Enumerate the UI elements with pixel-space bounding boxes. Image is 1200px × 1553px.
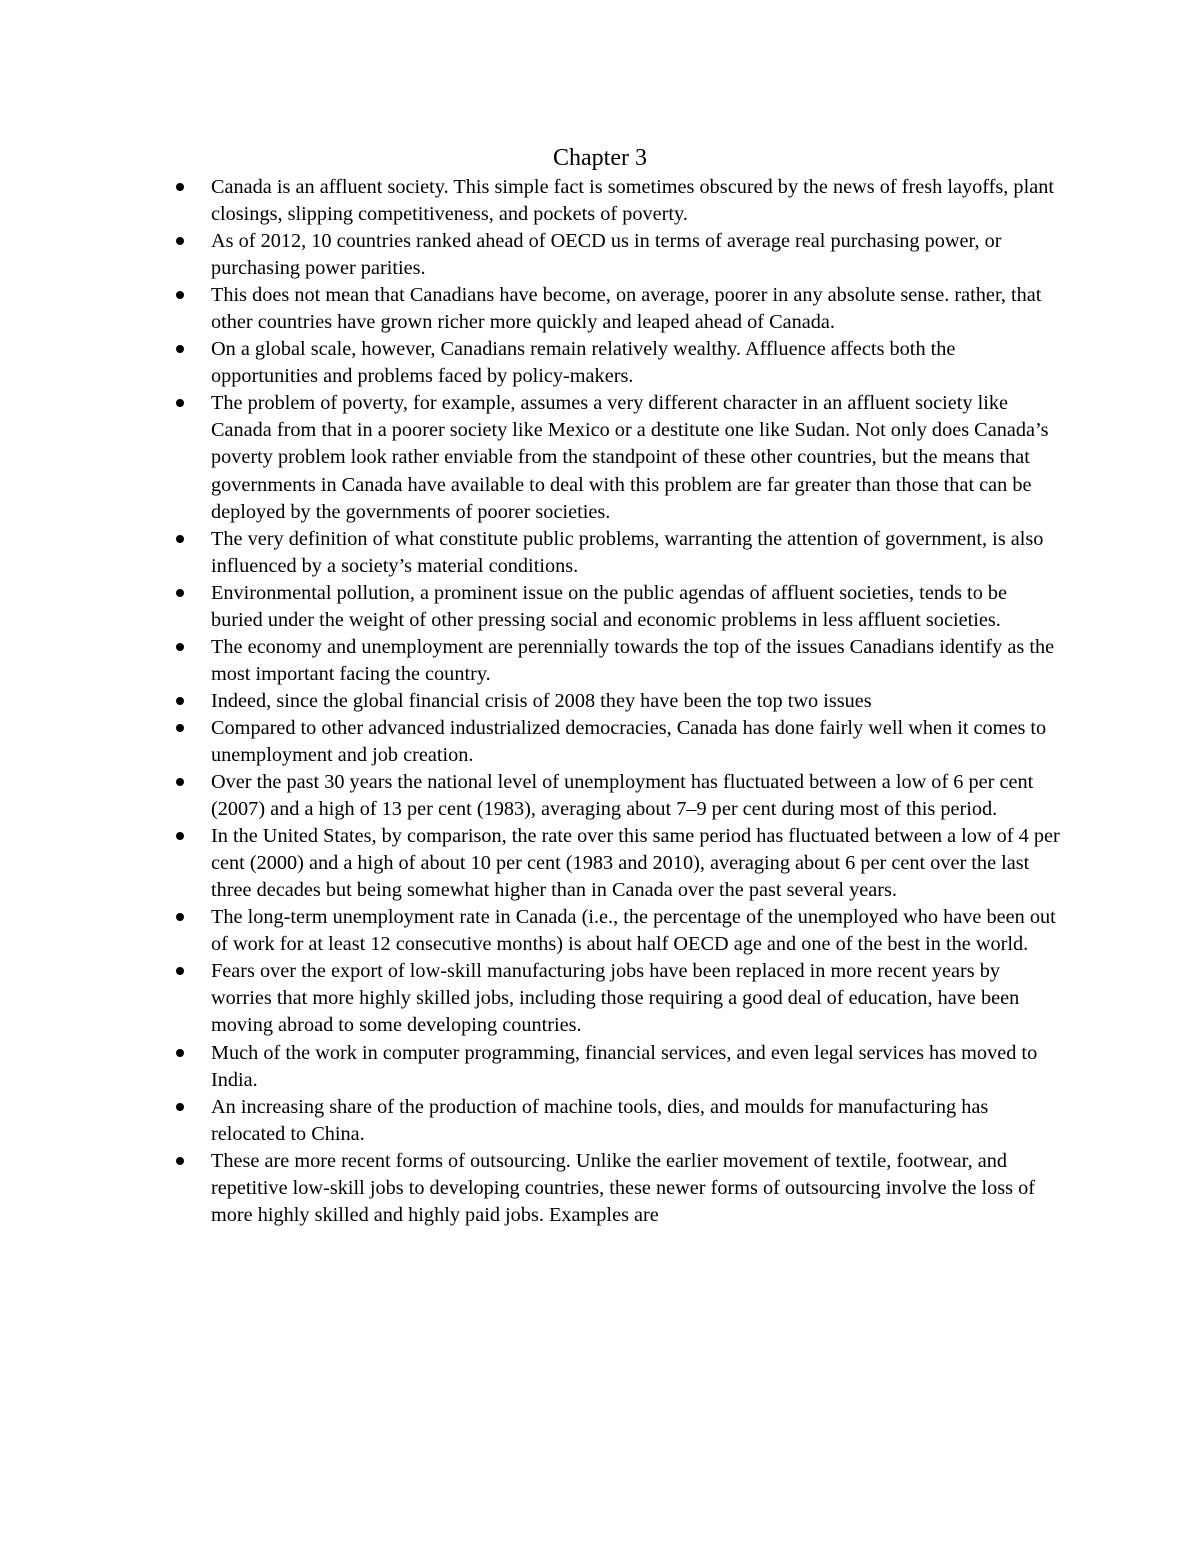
bullet-text: On a global scale, however, Canadians remain relatively wealthy. Affluence affects both the opportunities and problems faced by policy-makers. [211,338,956,388]
bullet-dot-icon [176,399,184,407]
bullet-dot-icon [176,913,184,921]
bullet-item [170,823,1060,904]
bullet-item [170,904,1060,958]
bullet-dot-icon [176,697,184,705]
bullet-text: Fears over the export of low-skill manufacturing jobs have been replaced in more recent years by worries that more highly skilled jobs, including those requiring a good deal of education, have been moving abroad to some developing countries. [211,960,1020,1037]
bullet-item [170,174,1060,228]
bullet-text: The long-term unemployment rate in Canada (i.e., the percentage of the unemployed who have been out of work for at least 12 consecutive months) is about half OECD age and one of the best in the world. [211,906,1056,956]
bullet-item [170,526,1060,580]
bullet-text: This does not mean that Canadians have become, on average, poorer in any absolute sense. rather, that other countries have grown richer more quickly and leaped ahead of Canada. [211,284,1042,334]
bullet-item [170,282,1060,336]
bullet-item [170,580,1060,634]
bullet-dot-icon [176,183,184,191]
bullet-item [170,634,1060,688]
bullet-text: Environmental pollution, a prominent issue on the public agendas of affluent societies, tends to be buried under the weight of other pressing social and economic problems in less affluent societies. [211,581,1008,631]
bullet-item [170,1040,1060,1094]
bullet-dot-icon [176,967,184,975]
bullet-item [170,715,1060,769]
bullet-text: These are more recent forms of outsourcing. Unlike the earlier movement of textile, footwear, and repetitive low-skill jobs to developing countries, these newer forms of outsourcing involve the loss of more highly skilled and highly paid jobs. Examples are [211,1149,1036,1226]
bullet-dot-icon [176,345,184,353]
bullet-item [170,1094,1060,1148]
bullet-item [170,1148,1060,1229]
bullet-dot-icon [176,778,184,786]
bullet-dot-icon [176,237,184,245]
bullet-dot-icon [176,643,184,651]
bullet-item [170,769,1060,823]
bullet-dot-icon [176,1103,184,1111]
bullet-list [170,174,1060,1229]
bullet-dot-icon [176,724,184,732]
bullet-text: The economy and unemployment are perennially towards the top of the issues Canadians identify as the most important facing the country. [211,635,1055,685]
bullet-text: The problem of poverty, for example, assumes a very different character in an affluent society like Canada from that in a poorer society like Mexico or a destitute one like Sudan. Not only does Canada’s poverty problem look rather enviable from the standpoint of these other countries, but the means that governments in Canada have available to deal with this problem are far greater than those that can be deployed by the governments of poorer societies. [211,392,1049,523]
bullet-dot-icon [176,832,184,840]
bullet-item [170,390,1060,525]
bullet-text: Much of the work in computer programming, financial services, and even legal services has moved to India. [211,1041,1038,1091]
bullet-item [170,336,1060,390]
bullet-text: Over the past 30 years the national level of unemployment has fluctuated between a low of 6 per cent (2007) and a high of 13 per cent (1983), averaging about 7–9 per cent during most of this period. [211,771,1034,821]
bullet-dot-icon [176,589,184,597]
bullet-dot-icon [176,1157,184,1165]
bullet-text: An increasing share of the production of machine tools, dies, and moulds for manufacturing has relocated to China. [211,1095,989,1145]
bullet-dot-icon [176,291,184,299]
bullet-text: Compared to other advanced industrialized democracies, Canada has done fairly well when it comes to unemployment and job creation. [211,716,1047,766]
bullet-item [170,228,1060,282]
bullet-item [170,958,1060,1039]
bullet-text: The very definition of what constitute public problems, warranting the attention of government, is also influenced by a society’s material conditions. [211,527,1044,577]
page-title: Chapter 3 [553,145,647,171]
bullet-item [170,688,1060,715]
bullet-text: Canada is an affluent society. This simple fact is sometimes obscured by the news of fresh layoffs, plant closings, slipping competitiveness, and pockets of poverty. [211,176,1054,226]
bullet-dot-icon [176,1049,184,1057]
bullet-text: As of 2012, 10 countries ranked ahead of OECD us in terms of average real purchasing power, or purchasing power parities. [211,230,1002,280]
bullet-dot-icon [176,535,184,543]
bullet-text: In the United States, by comparison, the rate over this same period has fluctuated between a low of 4 per cent (2000) and a high of about 10 per cent (1983 and 2010), averaging about 6 per cent over the last three decades but being somewhat higher than in Canada over the past several years. [211,825,1060,902]
bullet-text: Indeed, since the global financial crisis of 2008 they have been the top two issues [211,689,872,712]
